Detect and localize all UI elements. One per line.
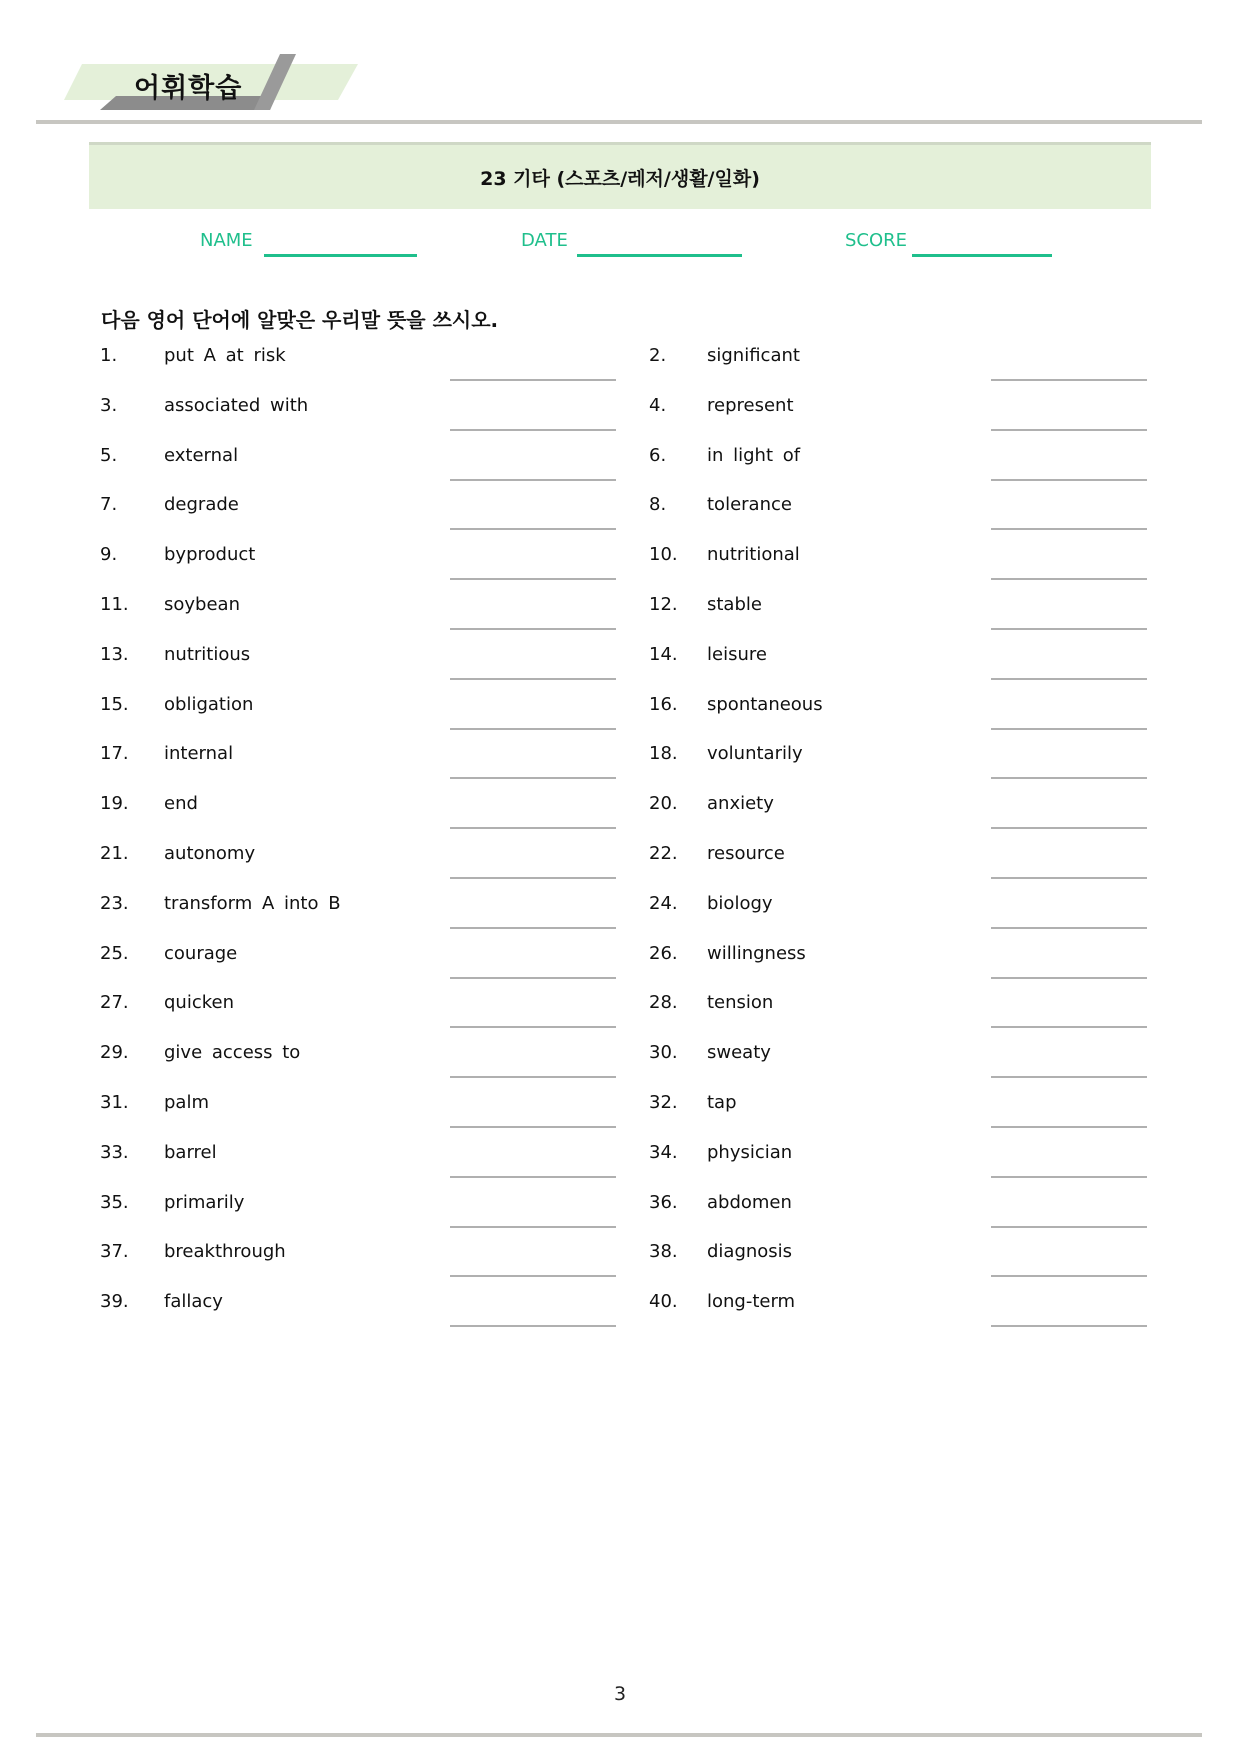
item-number: 21.	[100, 843, 129, 864]
item-number: 38.	[649, 1241, 678, 1263]
item-word: tension	[707, 992, 774, 1014]
item-word: fallacy	[164, 1291, 223, 1313]
item-word: primarily	[164, 1191, 245, 1213]
item-number: 3.	[100, 394, 118, 416]
answer-line[interactable]	[991, 1226, 1147, 1228]
item-word: courage	[164, 942, 238, 964]
answer-line[interactable]	[450, 927, 616, 929]
item-number: 34.	[649, 1141, 678, 1163]
name-field[interactable]	[264, 254, 417, 257]
answer-line[interactable]	[991, 1026, 1147, 1028]
item-word: long-term	[707, 1291, 796, 1313]
item-number: 32.	[649, 1092, 678, 1113]
worksheet-title: 23 기타 (스포츠/레저/생활/일화)	[480, 167, 760, 190]
item-number: 36.	[649, 1191, 678, 1213]
item-number: 20.	[649, 793, 678, 815]
item-number: 23.	[100, 892, 129, 914]
item-word: willingness	[707, 942, 806, 964]
answer-line[interactable]	[450, 528, 616, 530]
answer-line[interactable]	[991, 528, 1147, 530]
item-number: 22.	[649, 843, 678, 864]
answer-line[interactable]	[450, 977, 616, 979]
answer-line[interactable]	[450, 1325, 616, 1327]
answer-line[interactable]	[991, 1325, 1147, 1327]
answer-line[interactable]	[450, 827, 616, 829]
answer-line[interactable]	[991, 379, 1147, 381]
item-word: internal	[164, 743, 234, 765]
item-number: 24.	[649, 892, 678, 914]
item-number: 31.	[100, 1092, 129, 1113]
instruction: 다음 영어 단어에 알맞은 우리말 뜻을 쓰시오.	[101, 308, 499, 332]
answer-line[interactable]	[450, 1176, 616, 1178]
item-number: 37.	[100, 1241, 129, 1263]
item-number: 5.	[100, 444, 118, 466]
item-number: 27.	[100, 992, 129, 1014]
answer-line[interactable]	[991, 927, 1147, 929]
item-number: 6.	[649, 444, 667, 466]
answer-line[interactable]	[991, 628, 1147, 630]
item-number: 10.	[649, 544, 678, 566]
item-word: spontaneous	[707, 693, 823, 715]
item-word: stable	[707, 594, 762, 615]
answer-line[interactable]	[450, 1226, 616, 1228]
item-word: voluntarily	[707, 743, 803, 765]
answer-line[interactable]	[991, 977, 1147, 979]
item-word: associated with	[164, 394, 309, 416]
item-number: 40.	[649, 1291, 678, 1313]
item-word: biology	[707, 892, 773, 914]
item-number: 2.	[649, 345, 667, 366]
item-number: 33.	[100, 1141, 129, 1163]
answer-line[interactable]	[450, 1026, 616, 1028]
answer-line[interactable]	[991, 877, 1147, 879]
item-word: end	[164, 793, 198, 815]
item-number: 17.	[100, 743, 129, 765]
page-number: 3	[613, 1683, 627, 1705]
item-number: 15.	[100, 693, 129, 715]
item-word: degrade	[164, 494, 239, 516]
item-word: tolerance	[707, 494, 792, 516]
item-number: 7.	[100, 494, 118, 516]
item-number: 30.	[649, 1042, 678, 1064]
item-word: anxiety	[707, 793, 774, 815]
answer-line[interactable]	[450, 777, 616, 779]
answer-line[interactable]	[450, 1126, 616, 1128]
item-number: 4.	[649, 394, 667, 416]
answer-line[interactable]	[450, 678, 616, 680]
item-word: tap	[707, 1092, 737, 1113]
item-number: 35.	[100, 1191, 129, 1213]
item-word: autonomy	[164, 843, 256, 864]
item-number: 25.	[100, 942, 129, 964]
item-word: quicken	[164, 992, 234, 1014]
item-word: external	[164, 444, 239, 466]
answer-line[interactable]	[450, 429, 616, 431]
score-field[interactable]	[912, 254, 1052, 257]
bottom-divider	[36, 1733, 1202, 1737]
answer-line[interactable]	[991, 1076, 1147, 1078]
item-word: breakthrough	[164, 1241, 286, 1263]
item-word: diagnosis	[707, 1241, 793, 1263]
answer-line[interactable]	[450, 578, 616, 580]
item-number: 18.	[649, 743, 678, 765]
answer-line[interactable]	[991, 479, 1147, 481]
item-number: 9.	[100, 544, 118, 566]
answer-line[interactable]	[991, 827, 1147, 829]
item-number: 12.	[649, 594, 678, 615]
item-number: 39.	[100, 1291, 129, 1313]
answer-line[interactable]	[450, 479, 616, 481]
item-word: represent	[707, 394, 794, 416]
answer-line[interactable]	[450, 728, 616, 730]
item-word: give access to	[164, 1042, 301, 1064]
answer-line[interactable]	[450, 1275, 616, 1277]
item-word: soybean	[164, 594, 240, 615]
item-word: byproduct	[164, 544, 256, 566]
item-word: significant	[707, 345, 800, 366]
answer-line[interactable]	[450, 1076, 616, 1078]
score-label: SCORE	[845, 230, 908, 251]
item-number: 16.	[649, 693, 678, 715]
item-number: 14.	[649, 643, 678, 665]
item-number: 29.	[100, 1042, 129, 1064]
item-word: in light of	[707, 444, 801, 466]
date-label: DATE	[521, 230, 568, 251]
top-divider	[36, 120, 1202, 124]
header-title: 어휘학습	[134, 73, 243, 104]
answer-line[interactable]	[450, 877, 616, 879]
worksheet-title-band	[89, 142, 1151, 209]
item-word: abdomen	[707, 1191, 792, 1213]
item-word: obligation	[164, 693, 254, 715]
item-number: 13.	[100, 643, 129, 665]
date-field[interactable]	[577, 254, 742, 257]
item-word: put A at risk	[164, 345, 286, 366]
answer-line[interactable]	[991, 429, 1147, 431]
answer-line[interactable]	[991, 777, 1147, 779]
item-number: 1.	[100, 345, 118, 366]
answer-line[interactable]	[991, 578, 1147, 580]
answer-line[interactable]	[991, 678, 1147, 680]
item-number: 28.	[649, 992, 678, 1014]
item-word: transform A into B	[164, 892, 341, 914]
item-number: 26.	[649, 942, 678, 964]
item-word: nutritional	[707, 544, 800, 566]
item-word: leisure	[707, 643, 767, 665]
answer-line[interactable]	[991, 1126, 1147, 1128]
item-word: nutritious	[164, 643, 251, 665]
answer-line[interactable]	[450, 628, 616, 630]
item-word: sweaty	[707, 1042, 771, 1064]
item-number: 8.	[649, 494, 667, 516]
item-number: 19.	[100, 793, 129, 815]
answer-line[interactable]	[450, 379, 616, 381]
answer-line[interactable]	[991, 1176, 1147, 1178]
answer-line[interactable]	[991, 728, 1147, 730]
item-word: palm	[164, 1092, 209, 1113]
item-word: barrel	[164, 1141, 217, 1163]
item-number: 11.	[100, 594, 129, 615]
item-word: physician	[707, 1141, 793, 1163]
item-word: resource	[707, 843, 785, 864]
answer-line[interactable]	[991, 1275, 1147, 1277]
name-label: NAME	[200, 230, 253, 251]
